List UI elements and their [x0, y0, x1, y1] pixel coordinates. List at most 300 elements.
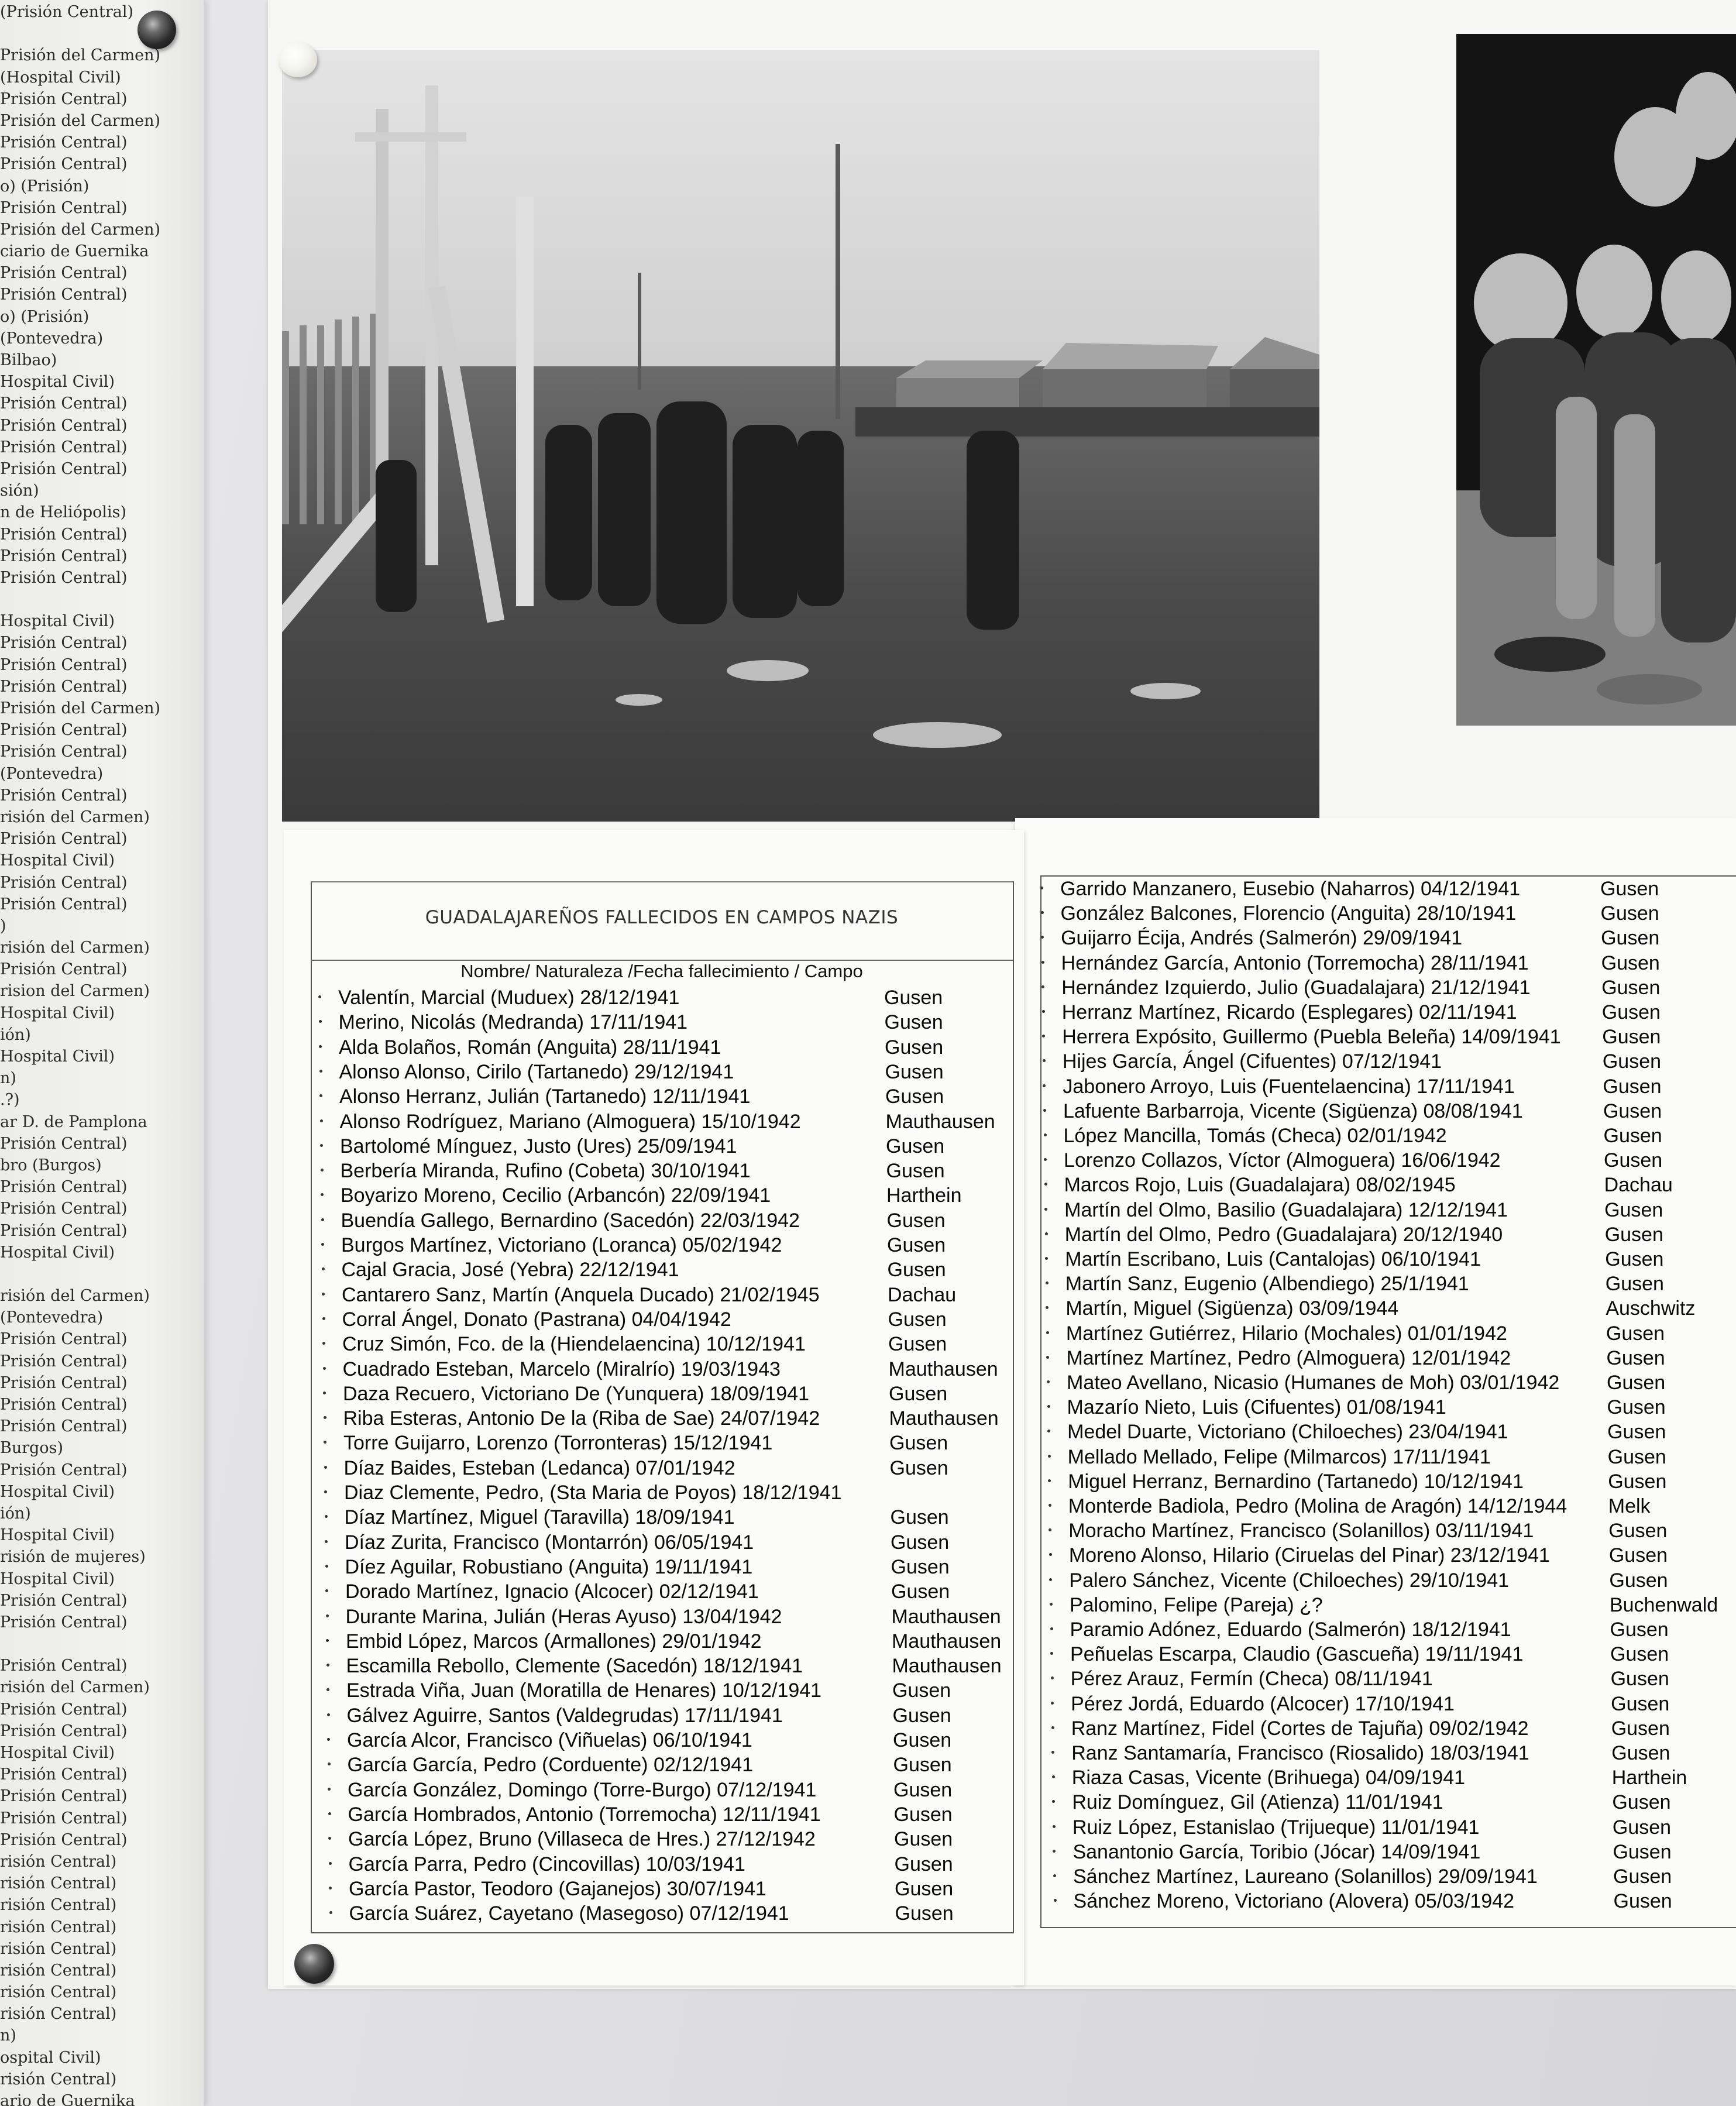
entry-name: González Balcones, Florencio (Anguita) 28/10/1941 [1060, 902, 1517, 925]
entry-camp: Buchenwald [1609, 1593, 1718, 1616]
entry-camp: Gusen [1606, 1346, 1665, 1369]
entry-name: Lafuente Barbarroja, Vicente (Sigüenza) 08/08/1941 [1063, 1100, 1523, 1122]
left-fragment-line: Hospital Civil) [0, 1744, 115, 1762]
entry-camp: Gusen [891, 1531, 950, 1554]
left-fragment-line: Prisión Central) [0, 873, 128, 892]
list-entry [1064, 1173, 1673, 1197]
list-entry [344, 1480, 841, 1505]
left-fragment-line: Prisión Central) [0, 155, 128, 174]
left-fragment-line: Prisión Central) [0, 786, 128, 805]
left-fragment-line: Prisión Central) [0, 459, 128, 478]
entry-name: Cantarero Sanz, Martín (Anquela Ducado) 21/02/1945 [342, 1283, 820, 1306]
list-entry [344, 1505, 949, 1530]
entry-camp: Gusen [1606, 1322, 1665, 1345]
entry-name: Berbería Miranda, Rufino (Cobeta) 30/10/1941 [340, 1160, 751, 1183]
list-entry [345, 1555, 950, 1579]
entry-name: Mateo Avellano, Nicasio (Humanes de Moh) 03/01/1942 [1067, 1372, 1560, 1394]
bullet-icon [329, 1887, 332, 1889]
entry-name: Lorenzo Collazos, Víctor (Almoguera) 16/06/1942 [1064, 1149, 1501, 1172]
entry-name: García López, Bruno (Villaseca de Hres.) 27/12/1942 [348, 1828, 816, 1851]
left-fragment-line: Prisión Central) [0, 568, 128, 587]
list-entry [341, 1208, 946, 1233]
bullet-icon [329, 1911, 332, 1914]
entry-camp: Gusen [892, 1679, 951, 1702]
bullet-icon [327, 1738, 330, 1741]
entry-name: Gálvez Aguirre, Santos (Valdegrudas) 17/11/1941 [346, 1704, 783, 1727]
entry-name: Martín Sanz, Eugenio (Albendiego) 25/1/1941 [1065, 1273, 1469, 1296]
entry-name: Pérez Arauz, Fermín (Checa) 08/11/1941 [1070, 1668, 1433, 1691]
entry-name: López Mancilla, Tomás (Checa) 02/01/1942 [1063, 1125, 1447, 1147]
left-fragment-line: Prisión Central) [0, 1178, 128, 1197]
list-entry [1062, 1025, 1661, 1049]
entry-camp: Gusen [1603, 1125, 1662, 1147]
left-fragment-line: Prisión Central) [0, 1809, 128, 1827]
entry-camp: Gusen [884, 987, 943, 1009]
list-entry [1060, 877, 1659, 901]
entry-name: Burgos Martínez, Victoriano (Loranca) 05/02/1942 [341, 1234, 782, 1256]
bullet-icon [1046, 1282, 1049, 1284]
entry-name: Martín del Olmo, Pedro (Guadalajara) 20/12/1940 [1064, 1223, 1503, 1246]
entry-camp: Gusen [889, 1456, 948, 1479]
entry-camp: Harthein [886, 1184, 962, 1207]
left-fragment-line: (Pontevedra) [0, 1308, 104, 1327]
bullet-icon [324, 1416, 326, 1419]
bullet-icon [320, 1119, 323, 1122]
list-entry [339, 1084, 944, 1109]
left-fragment-line: Bilbao) [0, 351, 57, 369]
entry-camp: Gusen [1604, 1149, 1663, 1172]
entry-camp: Gusen [889, 1432, 948, 1455]
list-entry [1067, 1370, 1666, 1395]
entry-camp: Dachau [1604, 1174, 1673, 1197]
left-fragment-line: Prisión Central) [0, 90, 128, 108]
list-entry [1073, 1889, 1672, 1913]
entry-camp: Gusen [891, 1555, 950, 1578]
list-entry [338, 1010, 943, 1035]
list-entry [343, 1406, 999, 1431]
entry-name: Buendía Gallego, Bernardino (Sacedón) 22/03/1942 [341, 1209, 800, 1232]
left-fragment-line: risión Central) [0, 2070, 117, 2088]
list-entry [348, 1827, 953, 1851]
left-fragment-line: Prisión Central) [0, 895, 128, 913]
list-entry [342, 1307, 947, 1332]
entry-name: Díaz Zurita, Francisco (Montarrón) 06/05/1941 [345, 1531, 754, 1554]
entry-name: Hijes García, Ángel (Cifuentes) 07/12/1941 [1062, 1050, 1442, 1073]
left-fragment-line [0, 1263, 204, 1285]
pushpin-icon [279, 42, 317, 77]
list-entry [1064, 1222, 1663, 1247]
entry-name: Boyarizo Moreno, Cecilio (Arbancón) 22/09/1941 [341, 1184, 771, 1207]
list-entry [349, 1901, 954, 1926]
entry-name: Alonso Alonso, Cirilo (Tartanedo) 29/12/1941 [339, 1060, 734, 1083]
bullet-icon [1041, 961, 1044, 964]
left-fragment-line: Prisión Central) [0, 438, 128, 456]
list-entry [1070, 1617, 1669, 1642]
list-entry [1061, 926, 1660, 950]
entry-camp: Gusen [1604, 1223, 1663, 1246]
entry-name: Díaz Baides, Esteban (Ledanca) 07/01/1942 [343, 1456, 735, 1479]
entry-camp: Gusen [1608, 1520, 1668, 1542]
entry-camp: Gusen [886, 1135, 945, 1157]
entry-name: Miguel Herranz, Bernardino (Tartanedo) 10/12/1941 [1068, 1470, 1524, 1493]
left-fragment-line: Prisión Central) [0, 1657, 128, 1675]
pushpin-icon [294, 1944, 334, 1984]
entry-name: Palero Sánchez, Vicente (Chiloeches) 29/10/1941 [1069, 1569, 1510, 1592]
bullet-icon [1052, 1775, 1055, 1778]
left-fragment-line: n de Heliópolis) [0, 503, 127, 522]
bullet-icon [1051, 1726, 1054, 1729]
list-entry [347, 1753, 952, 1777]
entry-camp: Gusen [887, 1259, 946, 1282]
bullet-icon [328, 1763, 331, 1765]
list-entry [1072, 1815, 1672, 1840]
left-fragment-line: Prisión Central) [0, 1417, 128, 1436]
entry-camp: Gusen [1611, 1692, 1670, 1715]
entry-camp: Gusen [1613, 1890, 1672, 1913]
left-fragment-line: risión Central) [0, 1961, 117, 1980]
list-entry [1072, 1840, 1672, 1864]
list-entry [346, 1654, 1002, 1678]
left-fragment-line [0, 589, 204, 610]
entry-camp: Gusen [1611, 1717, 1670, 1740]
left-fragment-line: Prisión Central) [0, 1765, 128, 1784]
left-fragment-line: Hospital Civil) [0, 373, 115, 391]
list-entry [1071, 1765, 1687, 1790]
entry-name: Guijarro Écija, Andrés (Salmerón) 29/09/1941 [1061, 927, 1463, 950]
entry-name: Durante Marina, Julián (Heras Ayuso) 13/04/1942 [345, 1605, 782, 1628]
left-fragment-line: (Prisión Central) [0, 3, 134, 21]
entry-camp: Gusen [884, 1011, 943, 1034]
left-fragment-line: risión Central) [0, 1918, 117, 1936]
bullet-icon [320, 1144, 323, 1147]
left-fragment-line: Hospital Civil) [0, 1482, 115, 1501]
list-entry [1067, 1395, 1666, 1420]
entry-name: Alonso Herranz, Julián (Tartanedo) 12/11/1941 [339, 1085, 751, 1108]
entry-camp: Mauthausen [891, 1605, 1001, 1628]
entry-camp: Gusen [1604, 1198, 1663, 1221]
left-fragment-line [0, 1633, 204, 1655]
entry-name: Dorado Martínez, Ignacio (Alcocer) 02/12/1941 [345, 1581, 759, 1603]
entry-name: Alda Bolaños, Román (Anguita) 28/11/1941 [339, 1036, 721, 1059]
entry-camp: Gusen [886, 1160, 945, 1183]
entry-name: Sanantonio García, Toribio (Jócar) 14/09/1941 [1072, 1840, 1481, 1863]
entry-camp: Gusen [895, 1902, 954, 1925]
entry-camp: Gusen [892, 1704, 951, 1727]
bullet-icon [1047, 1380, 1050, 1383]
left-fragment-line: Prisión Central) [0, 198, 128, 217]
bullet-icon [321, 1218, 324, 1221]
list-entry [1069, 1593, 1718, 1617]
list-entry [1068, 1469, 1667, 1494]
left-fragment-line: Prisión Central) [0, 677, 128, 696]
list-entry [1061, 975, 1661, 1000]
bullet-icon [318, 995, 321, 998]
entry-name: Valentín, Marcial (Muduex) 28/12/1941 [338, 987, 680, 1009]
left-fragment-line: Prisión Central) [0, 547, 128, 565]
entry-name: Mazarío Nieto, Luis (Cifuentes) 01/08/1941 [1067, 1396, 1446, 1419]
entry-name: García Parra, Pedro (Cincovillas) 10/03/1941 [348, 1853, 745, 1875]
left-fragment-line: Burgos) [0, 1439, 64, 1458]
left-fragment-line: Prisión Central) [0, 1722, 128, 1740]
left-fragment-line: Prisión del Carmen) [0, 220, 161, 239]
left-fragment-line: Prisión Central) [0, 830, 128, 848]
list-entry [1073, 1864, 1672, 1889]
entry-camp: Gusen [888, 1308, 947, 1331]
bullet-icon [319, 1045, 322, 1048]
entry-name: Diaz Clemente, Pedro, (Sta Maria de Poyos) 18/12/1941 [344, 1482, 842, 1504]
entry-name: Embid López, Marcos (Armallones) 29/01/1942 [346, 1630, 762, 1652]
entry-camp: Gusen [886, 1209, 946, 1232]
left-fragment-line: ar D. de Pamplona [0, 1112, 147, 1131]
left-fragment-line: n) [0, 1069, 16, 1088]
list-entry [1063, 1074, 1662, 1099]
entry-name: Sánchez Moreno, Victoriano (Alovera) 05/03/1942 [1073, 1890, 1515, 1913]
left-fragment-line: ospital Civil) [0, 2048, 101, 2067]
left-fragment-line: n) [0, 2026, 16, 2045]
bullet-icon [1040, 887, 1043, 889]
list-entry [349, 1877, 954, 1901]
list-entry [338, 985, 943, 1010]
left-fragment-line: ión) [0, 1025, 31, 1044]
left-fragment-line: risión del Carmen) [0, 939, 150, 957]
entry-camp: Gusen [1601, 951, 1660, 974]
left-fragment-line: Prisión Central) [0, 1461, 128, 1479]
entry-name: Palomino, Felipe (Pareja) ¿? [1069, 1593, 1323, 1616]
entry-camp: Gusen [1603, 1075, 1662, 1098]
bullet-icon [328, 1788, 331, 1791]
entry-name: Cruz Simón, Fco. de la (Hiendelaencina) 10/12/1941 [342, 1333, 806, 1356]
left-fragment-line: o) (Prisión) [0, 177, 90, 195]
list-entry [1071, 1692, 1670, 1716]
left-fragment-line: Hospital Civil) [0, 1243, 115, 1262]
entry-name: Cajal Gracia, José (Yebra) 22/12/1941 [341, 1259, 679, 1282]
bullet-icon [326, 1639, 329, 1642]
left-fragment-line: Prisión Central) [0, 286, 128, 304]
left-fragment-line: (Pontevedra) [0, 329, 104, 348]
entry-name: Moracho Martínez, Francisco (Solanillos) 03/11/1941 [1068, 1520, 1534, 1542]
list-entry [1070, 1667, 1669, 1691]
list-entry [1068, 1518, 1668, 1543]
entry-name: Herrera Expósito, Guillermo (Puebla Beleña) 14/09/1941 [1062, 1026, 1561, 1049]
entry-name: Martínez Martínez, Pedro (Almoguera) 12/01/1942 [1066, 1346, 1511, 1369]
bullet-icon [323, 1392, 326, 1394]
entry-name: Escamilla Rebollo, Clemente (Sacedón) 18/12/1941 [346, 1655, 803, 1678]
bullet-icon [1049, 1504, 1051, 1507]
entry-name: Medel Duarte, Victoriano (Chiloeches) 23/04/1941 [1067, 1421, 1508, 1444]
entry-camp: Mauthausen [892, 1630, 1002, 1652]
bullet-icon [321, 1243, 324, 1246]
left-fragment-line: ) [0, 916, 6, 935]
left-fragment-line: Prisión Central) [0, 416, 128, 435]
entry-camp: Gusen [1610, 1643, 1669, 1666]
entry-camp: Gusen [894, 1828, 953, 1851]
bullet-icon [1041, 985, 1044, 988]
entry-camp: Gusen [1605, 1273, 1664, 1296]
left-fragment-line: Prisión Central) [0, 1591, 128, 1610]
list-entry [1066, 1346, 1665, 1370]
left-fragment-line: (Pontevedra) [0, 764, 104, 783]
entry-camp: Gusen [1608, 1544, 1668, 1567]
bullet-icon [1048, 1479, 1051, 1482]
entry-name: Alonso Rodríguez, Mariano (Almoguera) 15/10/1942 [339, 1110, 801, 1133]
bullet-icon [322, 1267, 325, 1270]
left-fragment-line: Prisión Central) [0, 133, 128, 152]
list-entry [1070, 1642, 1669, 1667]
bullet-icon [1046, 1331, 1049, 1334]
bullet-icon [1050, 1627, 1053, 1630]
bullet-icon [328, 1812, 331, 1815]
list-entry [345, 1605, 1001, 1629]
entry-camp: Gusen [1610, 1619, 1669, 1641]
entry-name: Estrada Viña, Juan (Moratilla de Henares) 10/12/1941 [346, 1679, 822, 1702]
bullet-icon [1053, 1825, 1056, 1828]
bullet-icon [1048, 1455, 1051, 1458]
left-fragment-line: Prisión Central) [0, 634, 128, 652]
left-fragment-line: risión Central) [0, 2005, 117, 2023]
entry-name: Bartolomé Mínguez, Justo (Ures) 25/09/1941 [340, 1135, 737, 1157]
bullet-icon [324, 1466, 327, 1469]
left-fragment-line: Prisión Central) [0, 1700, 128, 1719]
entry-name: Merino, Nicolás (Medranda) 17/11/1941 [338, 1011, 688, 1034]
camp-photograph [282, 50, 1319, 822]
list-entry [346, 1629, 1002, 1654]
entry-camp: Gusen [1602, 1050, 1662, 1073]
entry-camp: Mauthausen [888, 1358, 998, 1380]
left-fragment-line: Prisión Central) [0, 1200, 128, 1218]
entry-camp: Gusen [894, 1853, 953, 1875]
entry-name: García Suárez, Cayetano (Masegoso) 07/12/1941 [349, 1902, 789, 1925]
list-entry [1065, 1247, 1664, 1272]
entry-camp: Gusen [1609, 1569, 1668, 1592]
list-entry [346, 1678, 951, 1703]
left-fragment-line: ario de Guernika [0, 2092, 135, 2106]
entry-name: Daza Recuero, Victoriano De (Yunquera) 18/09/1941 [343, 1382, 809, 1405]
entry-name: Corral Ángel, Donato (Pastrana) 04/04/1942 [342, 1308, 731, 1331]
entry-camp: Gusen [893, 1778, 953, 1801]
left-fragment-line: Prisión Central) [0, 264, 128, 283]
entry-name: Cuadrado Esteban, Marcelo (Miralrío) 19/03/1943 [342, 1358, 781, 1380]
bullet-icon [326, 1664, 329, 1667]
entry-camp: Harthein [1611, 1767, 1687, 1789]
left-fragment-line: Prisión Central) [0, 1830, 128, 1849]
entry-name: Ranz Martínez, Fidel (Cortes de Tajuña) 09/02/1942 [1071, 1717, 1529, 1740]
entry-camp: Gusen [893, 1754, 952, 1777]
bullet-icon [321, 1169, 324, 1171]
list-entry [1060, 901, 1659, 926]
left-fragment-line: Prisión del Carmen) [0, 111, 161, 130]
list-entry [1072, 1790, 1671, 1815]
left-fragment-line: Hospital Civil) [0, 612, 115, 631]
entry-camp: Gusen [1605, 1248, 1664, 1270]
entry-camp: Mauthausen [889, 1407, 999, 1430]
list-entry [1065, 1272, 1664, 1296]
entry-camp: Gusen [885, 1036, 944, 1059]
list-entry [1062, 1049, 1662, 1074]
entry-camp: Dachau [888, 1283, 957, 1306]
survivors-photograph [1456, 34, 1736, 726]
entry-name: Marcos Rojo, Luis (Guadalajara) 08/02/1945 [1064, 1174, 1456, 1197]
entry-camp: Gusen [1607, 1445, 1666, 1468]
pushpin-icon [137, 11, 176, 49]
list-entry [1063, 1124, 1662, 1148]
entry-camp: Gusen [889, 1382, 948, 1405]
bullet-icon [325, 1565, 328, 1568]
entry-name: Paramio Adónez, Eduardo (Salmerón) 18/12/1941 [1070, 1619, 1511, 1641]
entry-camp: Gusen [1613, 1840, 1672, 1863]
entry-name: Díez Aguilar, Robustiano (Anguita) 19/11/1941 [345, 1555, 753, 1578]
list-entry [1064, 1148, 1663, 1173]
left-document-fragment [0, 0, 204, 2106]
left-fragment-line: risión Central) [0, 1874, 117, 1893]
entry-name: Riaza Casas, Vicente (Brihuega) 04/09/1941 [1071, 1767, 1466, 1789]
list-entry [1063, 1099, 1662, 1124]
list-entry [345, 1579, 950, 1604]
list-entry [343, 1431, 948, 1455]
entry-camp: Gusen [890, 1506, 949, 1529]
entry-camp: Gusen [1600, 902, 1659, 925]
list-entry [1067, 1445, 1666, 1469]
left-fragment-line: Hospital Civil) [0, 1004, 115, 1022]
entry-name: Martínez Gutiérrez, Hilario (Mochales) 01/01/1942 [1065, 1322, 1507, 1345]
bullet-icon [324, 1490, 327, 1493]
left-fragment-line: Hospital Civil) [0, 1526, 115, 1545]
list-entry [1064, 1198, 1663, 1222]
entry-name: Jabonero Arroyo, Luis (Fuentelaencina) 17/11/1941 [1063, 1075, 1515, 1098]
entry-camp: Gusen [1602, 1026, 1661, 1049]
entry-name: Herranz Martínez, Ricardo (Esplegares) 02/11/1941 [1061, 1001, 1517, 1023]
entry-name: Garrido Manzanero, Eusebio (Naharros) 04/12/1941 [1060, 878, 1521, 900]
list-entry [342, 1357, 998, 1382]
left-fragment-line: risión de mujeres) [0, 1548, 146, 1566]
list-entry [1068, 1543, 1668, 1568]
list-title: GUADALAJAREÑOS FALLECIDOS EN CAMPOS NAZIS [425, 907, 899, 928]
entry-camp: Gusen [891, 1581, 950, 1603]
list-entry [347, 1728, 952, 1753]
bullet-icon [327, 1713, 330, 1716]
entry-camp: Gusen [893, 1803, 953, 1826]
entry-camp: Gusen [1612, 1791, 1671, 1814]
entry-camp: Gusen [1610, 1668, 1669, 1691]
left-fragment-line: Hospital Civil) [0, 851, 115, 870]
entry-name: Ruiz López, Estanislao (Trijueque) 11/01/1941 [1072, 1816, 1480, 1839]
left-fragment-line: Prisión Central) [0, 1352, 128, 1370]
bullet-icon [329, 1862, 332, 1865]
left-fragment-line: bro (Burgos) [0, 1156, 102, 1174]
left-document-lines [0, 1, 204, 2106]
list-entry [341, 1258, 946, 1282]
bullet-icon [1054, 1899, 1057, 1902]
entry-camp: Gusen [1600, 878, 1659, 900]
left-fragment-line: Prisión Central) [0, 1396, 128, 1414]
entry-camp: Gusen [1612, 1816, 1672, 1839]
bullet-icon [1042, 1010, 1045, 1013]
bullet-icon [325, 1540, 328, 1543]
bullet-icon [1047, 1405, 1050, 1408]
bullet-icon [322, 1293, 325, 1296]
entry-name: Pérez Jordá, Eduardo (Alcocer) 17/10/1941 [1071, 1692, 1455, 1715]
entry-name: García Alcor, Francisco (Viñuelas) 06/10/1941 [347, 1729, 752, 1751]
bullet-icon [1043, 1109, 1046, 1112]
entry-camp: Gusen [1611, 1742, 1670, 1764]
bullet-icon [1041, 911, 1044, 914]
entry-name: Ranz Santamaría, Francisco (Riosalido) 18/03/1941 [1071, 1742, 1529, 1764]
list-entry [342, 1283, 957, 1307]
list-entry [343, 1456, 948, 1480]
list-entry [1061, 951, 1660, 975]
entry-camp: Gusen [895, 1877, 954, 1900]
left-fragment-line: Prisión Central) [0, 655, 128, 674]
list-entry [341, 1233, 946, 1258]
